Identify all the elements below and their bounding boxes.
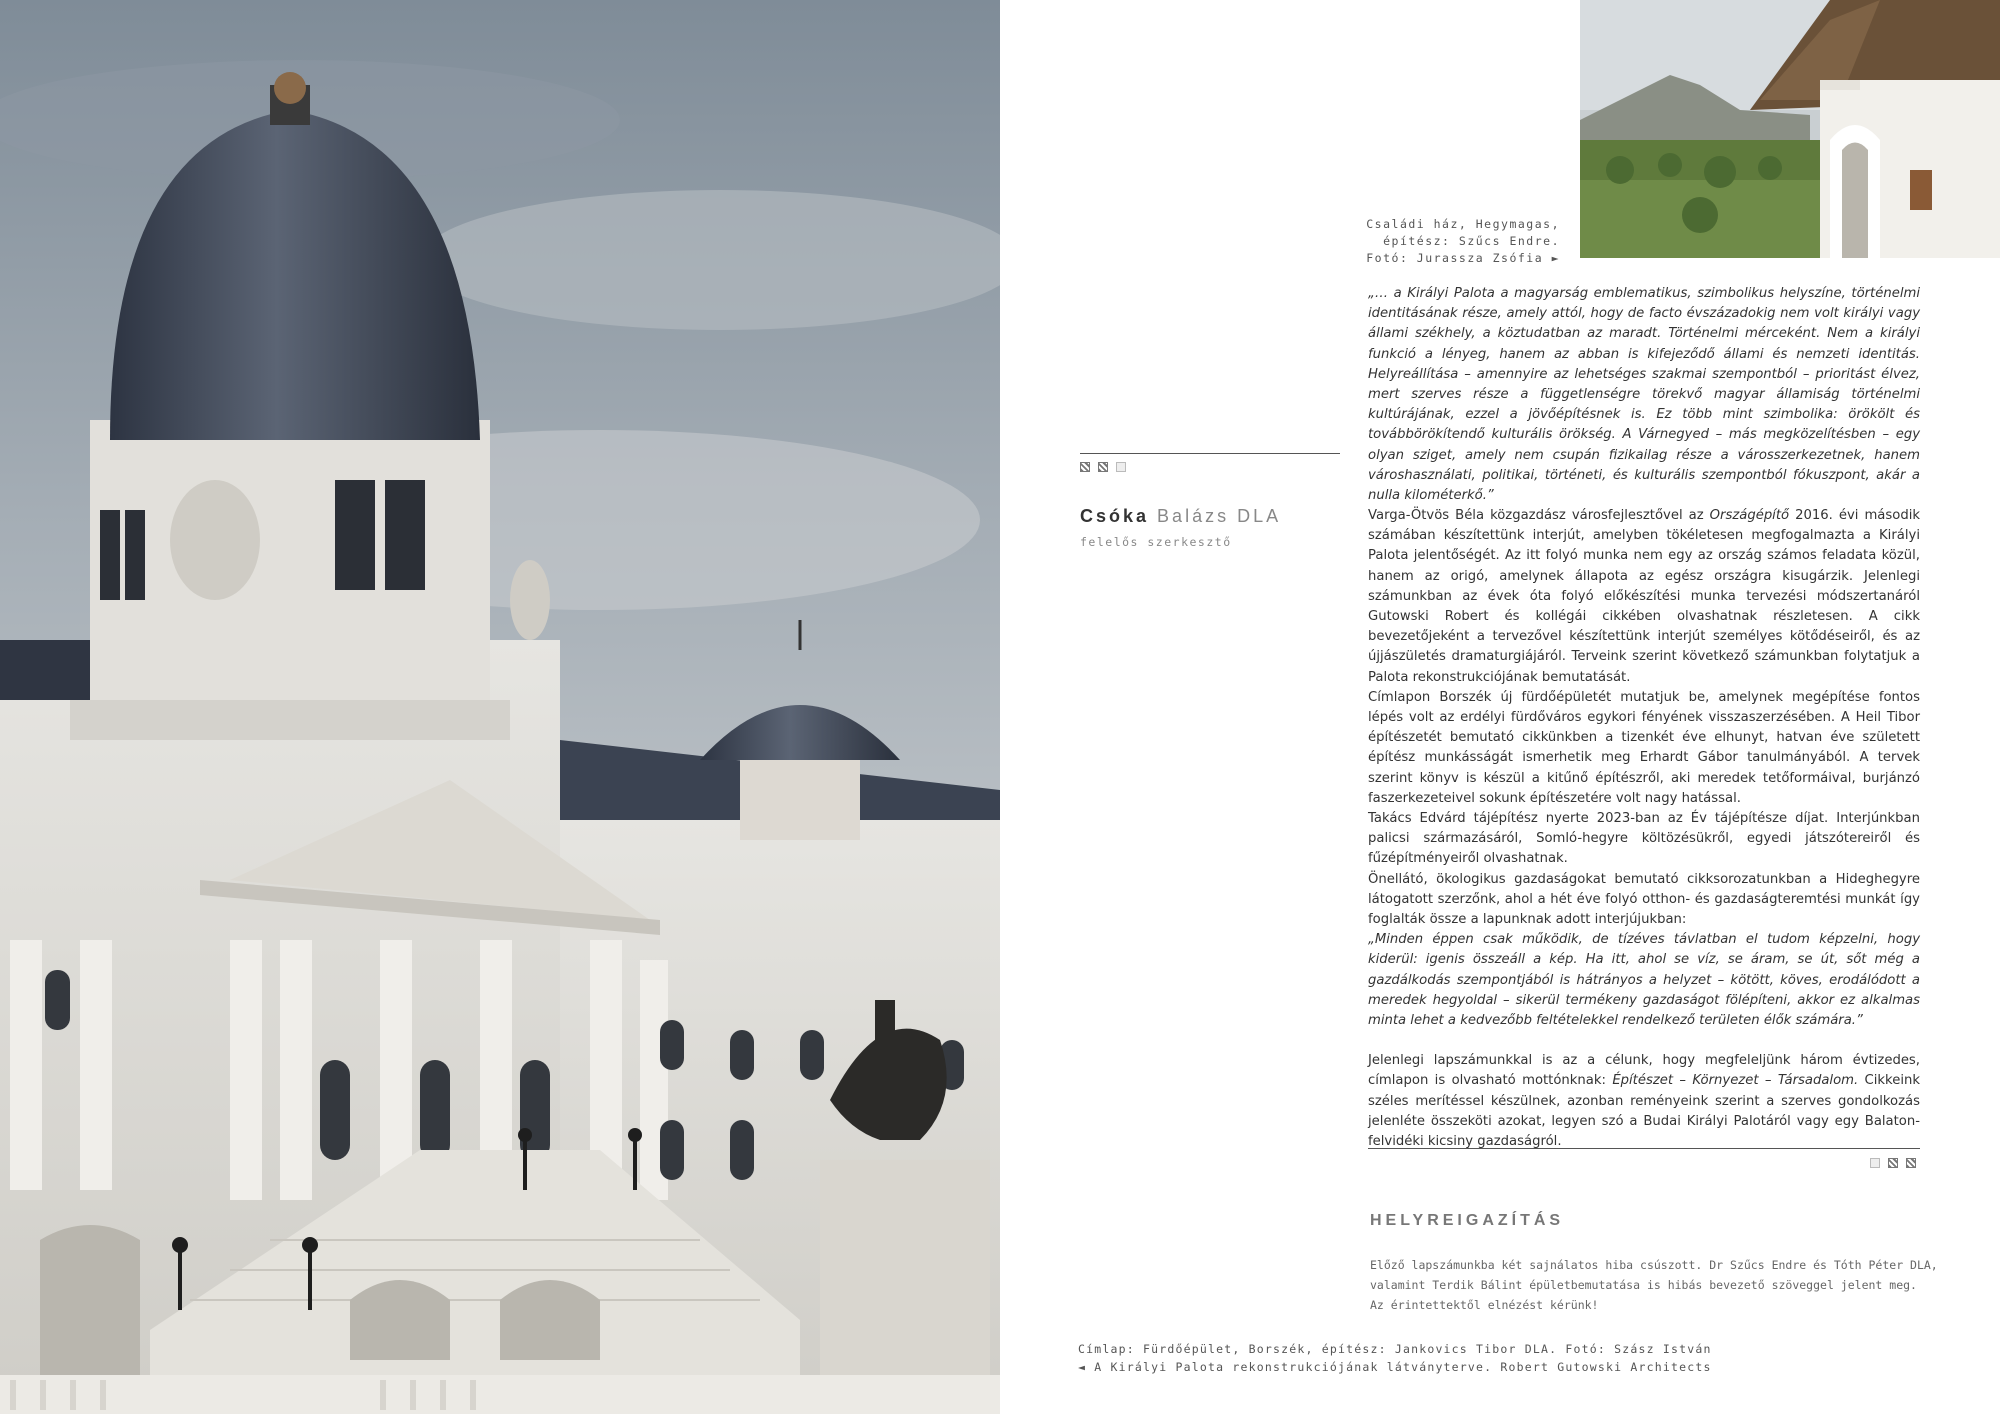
editor-surname: Csóka (1080, 506, 1150, 526)
text-run: 2016. évi második számában készítettünk interjút, amelyben tökéletesen megfogalmazta a Királyi Palota jelentőségét. Az itt folyó munka nem egy az ország számos feladata közül, hanem az origó, amelynek állapota az egész országra kisugárzik. Jelenlegi számunkban az évek óta folyó előkészítési munka tervezési módszertanáról Gutowski Robert és kollégái cikkében olvashatnak részletesen. A cikk bevezetőjeként a tervezővel készítettünk interjút személyes kötődéseiről, és az újjászületés dramaturgiájáról. Terveink szerint következő számunkban folytatjuk a Palota rekonstrukciójának bemutatását. (1368, 508, 1920, 685)
text-run: Jelenlegi lapszámunkkal is az a célunk, hogy megfeleljünk három évtizedes, címlapon is olvasható mottónknak: (1368, 1053, 1920, 1089)
editor-given-name: Balázs DLA (1157, 506, 1282, 526)
body-paragraph: Címlapon Borszék új fürdőépületét mutatjuk be, amelynek megépítése fontos lépés volt az erdélyi fürdőváros egykori fényének visszaszerzésében. A Heil Tibor építészetét bemutató cikkünkben a tizenkét éve elhunyt, hatvan éve született építész munkásságát ismerhetik meg Erhardt Gábor tanulmányából. A tervek szerint könyv is készül a kitűnő építészről, aki meredek tetőformáival, burjánzó faszerkezeteivel sokunk építészetére volt nagy hatással. (1368, 689, 1920, 806)
text-run: Varga-Ötvös Béla közgazdász városfejlesztővel az (1368, 508, 1710, 523)
cover-caption: Címlap: Fürdőépület, Borszék, építész: Jankovics Tibor DLA. Fotó: Szász István (1078, 1342, 1712, 1356)
footer-captions (1078, 1340, 1712, 1376)
correction-line: Az érintettektől elnézést kérünk! (1370, 1298, 1599, 1312)
editor-role: felelős szerkesztő (1080, 535, 1232, 549)
divider-line (1368, 1148, 1920, 1149)
body-paragraph (1368, 1051, 1920, 1152)
ornament-square-icon (1906, 1158, 1916, 1168)
house-photo-caption (1260, 216, 1560, 267)
ornament-square-icon (1870, 1158, 1880, 1168)
body-paragraph: Takács Edvárd tájépítész nyerte 2023-ban az Év tájépítésze díjat. Interjúnkban palicsi származásáról, Somló-hegyre költözésükről, egyedi játszótereiről és fűzépítményeiről olvashatnak. (1368, 811, 1920, 867)
ornament-square-icon (1098, 462, 1108, 472)
pull-quote: „… a Királyi Palota a magyarság emblematikus, szimbolikus helyszíne, történelmi identitásának része, amely attól, hogy de facto évszázadokig nem volt királyi vagy állami székhely, a köztudatban az maradt. Történelmi mérceként. Nem a királyi funkció a lényeg, hanem az abban is kifejeződő állami és nemzeti identitás. Helyreállítása – amennyire az lehetséges szakmai szempontból – prioritást élvez, mert szerves része a függetlenségre törekvő magyar államiság történelmi kultúrájának, ezzel a jövőépítésnek is. Ez több mint szimbolika: örökölt és továbbörökítendő kulturális örökség. A Várnegyed – más megközelítésben – egy olyan sziget, amely nem csupán fizikailag része a városszerkezetnek, hanem városhasználati, politikai, történeti, és kulturális szempontból fókuszpont, akár a nulla kilométerkő.” (1368, 286, 1920, 504)
caption-line: Családi ház, Hegymagas, (1366, 217, 1560, 231)
editorial-body (1368, 506, 1920, 1152)
body-paragraph: Önellátó, ökologikus gazdaságokat bemutató cikksorozatunkban a Hideghegyre látogatott szerzőnk, ahol a hét éve folyó otthon- és gazdaságteremtési munkát így foglalták össze a lapunknak adott interjújukban: (1368, 871, 1920, 928)
palace-caption: ◄ A Királyi Palota rekonstrukciójának látványterve. Robert Gutowski Architects (1078, 1360, 1712, 1374)
ornament-square-icon (1116, 462, 1126, 472)
ornament-square-icon (1080, 462, 1090, 472)
magazine-title: Országépítő (1709, 508, 1790, 523)
motto: Építészet – Környezet – Társadalom. (1612, 1073, 1859, 1089)
ornament-squares (1080, 462, 1126, 472)
family-house-photo (1580, 0, 2000, 258)
correction-line: valamint Terdik Bálint épületbemutatása is hibás bevezető szöveggel jelent meg. (1370, 1278, 1917, 1292)
caption-line: építész: Szűcs Endre. (1383, 234, 1560, 248)
caption-line: Fotó: Jurassza Zsófia ► (1366, 251, 1560, 265)
editor-signature (1080, 506, 1281, 549)
correction-title: HELYREIGAZÍTÁS (1370, 1212, 1565, 1229)
text-run: Cikkeink széles merítéssel készülnek, azonban reményeink szerint a szerves gondolkozás jelenléte összeköti azokat, legyen szó a Budai Királyi Palotáról vagy egy Balaton-felvidéki kicsiny gazdaságról. (1368, 1073, 1920, 1150)
divider-line (1080, 453, 1340, 454)
correction-text (1370, 1255, 1938, 1315)
body-quote-paragraph: „Minden éppen csak működik, de tízéves távlatban el tudom képzelni, hogy kiderül: igenis összeáll a kép. Ha itt, ahol se víz, se áram, se út, sőt még a gazdálkodás szempontjából is hátrányos a helyzet – kötött, köves, erodálódott a meredek hegyoldal – sikerül termékeny gazdaságot fölépíteni, akkor ez alkalmas minta lehet a kedvezőbb feltételekkel rendelkező területen élők számára.” (1368, 932, 1920, 1029)
correction-line: Előző lapszámunkba két sajnálatos hiba csúszott. Dr Szűcs Endre és Tóth Péter DLA, (1370, 1258, 1938, 1272)
ornament-squares (1870, 1158, 1916, 1168)
body-paragraph (1368, 506, 1920, 688)
ornament-square-icon (1888, 1158, 1898, 1168)
editor-name (1080, 506, 1281, 527)
